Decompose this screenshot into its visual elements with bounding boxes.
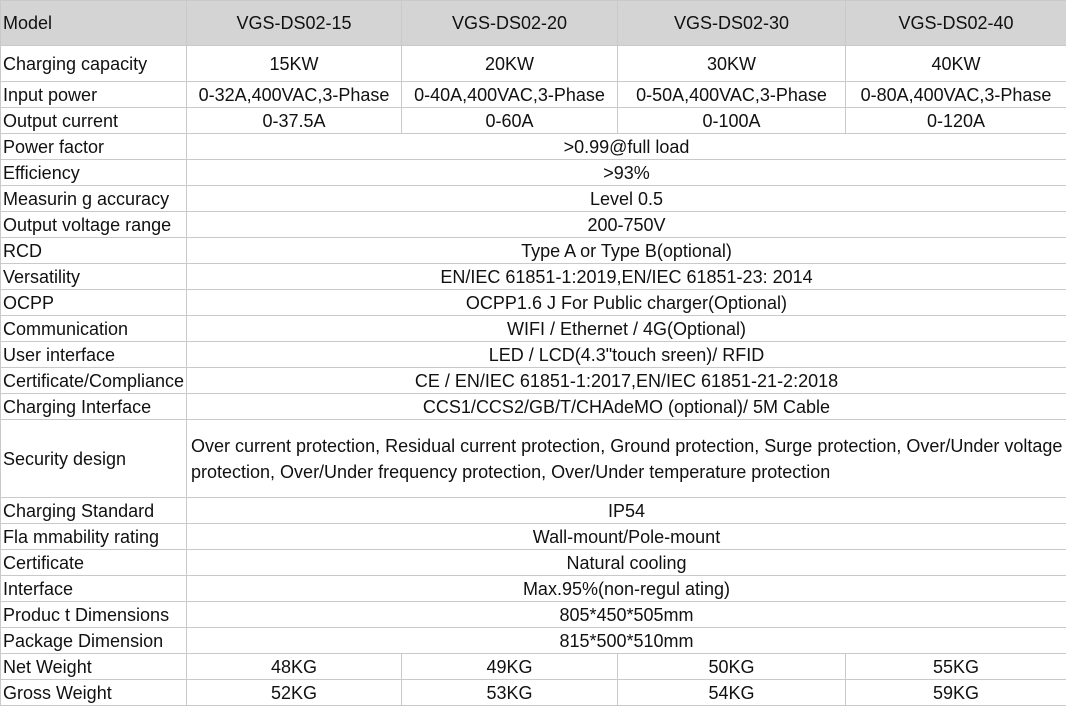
row-label: Communication	[1, 316, 187, 342]
row-label: RCD	[1, 238, 187, 264]
row-output-voltage-range	[1, 212, 1066, 238]
model-name: VGS-DS02-40	[846, 1, 1066, 46]
row-label: User interface	[1, 342, 187, 368]
cell-value: 20KW	[402, 46, 618, 82]
cell-value: 50KG	[618, 654, 846, 680]
model-name: VGS-DS02-20	[402, 1, 618, 46]
cell-value: Over current protection, Residual current protection, Ground protection, Surge protection, Over/Under voltage protection, Over/Under frequency protection, Over/Under temperature protection	[187, 420, 1066, 498]
header-row	[1, 1, 1066, 46]
cell-value: EN/IEC 61851-1:2019,EN/IEC 61851-23: 2014	[187, 264, 1066, 290]
cell-value: 0-100A	[618, 108, 846, 134]
model-name: VGS-DS02-15	[187, 1, 402, 46]
cell-value: 40KW	[846, 46, 1066, 82]
cell-value: Level 0.5	[187, 186, 1066, 212]
row-label: Input power	[1, 82, 187, 108]
cell-value: 15KW	[187, 46, 402, 82]
row-label: Gross Weight	[1, 680, 187, 706]
row-power-factor	[1, 134, 1066, 160]
row-measuring-accuracy	[1, 186, 1066, 212]
row-label: Net Weight	[1, 654, 187, 680]
cell-value: 0-40A,400VAC,3-Phase	[402, 82, 618, 108]
cell-value: 49KG	[402, 654, 618, 680]
row-flammability-rating	[1, 524, 1066, 550]
row-communication	[1, 316, 1066, 342]
cell-value: Natural cooling	[187, 550, 1066, 576]
model-name: VGS-DS02-30	[618, 1, 846, 46]
row-certificate	[1, 550, 1066, 576]
row-output-current	[1, 108, 1066, 134]
row-label: Versatility	[1, 264, 187, 290]
cell-value: IP54	[187, 498, 1066, 524]
cell-value: 0-120A	[846, 108, 1066, 134]
row-ocpp	[1, 290, 1066, 316]
cell-value: LED / LCD(4.3"touch sreen)/ RFID	[187, 342, 1066, 368]
cell-value: 0-80A,400VAC,3-Phase	[846, 82, 1066, 108]
header-label: Model	[1, 1, 187, 46]
cell-value: Wall-mount/Pole-mount	[187, 524, 1066, 550]
cell-value: >0.99@full load	[187, 134, 1066, 160]
cell-value: 200-750V	[187, 212, 1066, 238]
row-charging-interface	[1, 394, 1066, 420]
cell-value: OCPP1.6 J For Public charger(Optional)	[187, 290, 1066, 316]
cell-value: Max.95%(non-regul ating)	[187, 576, 1066, 602]
row-charging-capacity	[1, 46, 1066, 82]
row-label: Output current	[1, 108, 187, 134]
cell-value: 0-37.5A	[187, 108, 402, 134]
cell-value: 55KG	[846, 654, 1066, 680]
cell-value: WIFI / Ethernet / 4G(Optional)	[187, 316, 1066, 342]
cell-value: >93%	[187, 160, 1066, 186]
cell-value: 52KG	[187, 680, 402, 706]
row-input-power	[1, 82, 1066, 108]
cell-value: 805*450*505mm	[187, 602, 1066, 628]
row-label: Output voltage range	[1, 212, 187, 238]
row-label: Certificate	[1, 550, 187, 576]
row-label: Produc t Dimensions	[1, 602, 187, 628]
row-certificate-compliance	[1, 368, 1066, 394]
cell-value: 48KG	[187, 654, 402, 680]
row-label: Charging capacity	[1, 46, 187, 82]
row-label: Charging Standard	[1, 498, 187, 524]
row-label: Security design	[1, 420, 187, 498]
cell-value: CCS1/CCS2/GB/T/CHAdeMO (optional)/ 5M Cable	[187, 394, 1066, 420]
row-package-dimension	[1, 628, 1066, 654]
row-interface	[1, 576, 1066, 602]
cell-value: 54KG	[618, 680, 846, 706]
row-rcd	[1, 238, 1066, 264]
row-charging-standard	[1, 498, 1066, 524]
cell-value: 0-50A,400VAC,3-Phase	[618, 82, 846, 108]
cell-value: 815*500*510mm	[187, 628, 1066, 654]
row-versatility	[1, 264, 1066, 290]
row-label: Package Dimension	[1, 628, 187, 654]
row-gross-weight	[1, 680, 1066, 706]
row-label: Power factor	[1, 134, 187, 160]
row-user-interface	[1, 342, 1066, 368]
row-label: Interface	[1, 576, 187, 602]
row-label: Measurin g accuracy	[1, 186, 187, 212]
row-label: Efficiency	[1, 160, 187, 186]
cell-value: 53KG	[402, 680, 618, 706]
row-label: Fla mmability rating	[1, 524, 187, 550]
cell-value: 30KW	[618, 46, 846, 82]
cell-value: 0-60A	[402, 108, 618, 134]
row-label: Charging Interface	[1, 394, 187, 420]
row-label: Certificate/Compliance	[1, 368, 187, 394]
cell-value: 0-32A,400VAC,3-Phase	[187, 82, 402, 108]
row-efficiency	[1, 160, 1066, 186]
cell-value: CE / EN/IEC 61851-1:2017,EN/IEC 61851-21-2:2018	[187, 368, 1066, 394]
cell-value: Type A or Type B(optional)	[187, 238, 1066, 264]
row-label: OCPP	[1, 290, 187, 316]
row-product-dimensions	[1, 602, 1066, 628]
row-net-weight	[1, 654, 1066, 680]
cell-value: 59KG	[846, 680, 1066, 706]
row-security-design	[1, 420, 1066, 498]
